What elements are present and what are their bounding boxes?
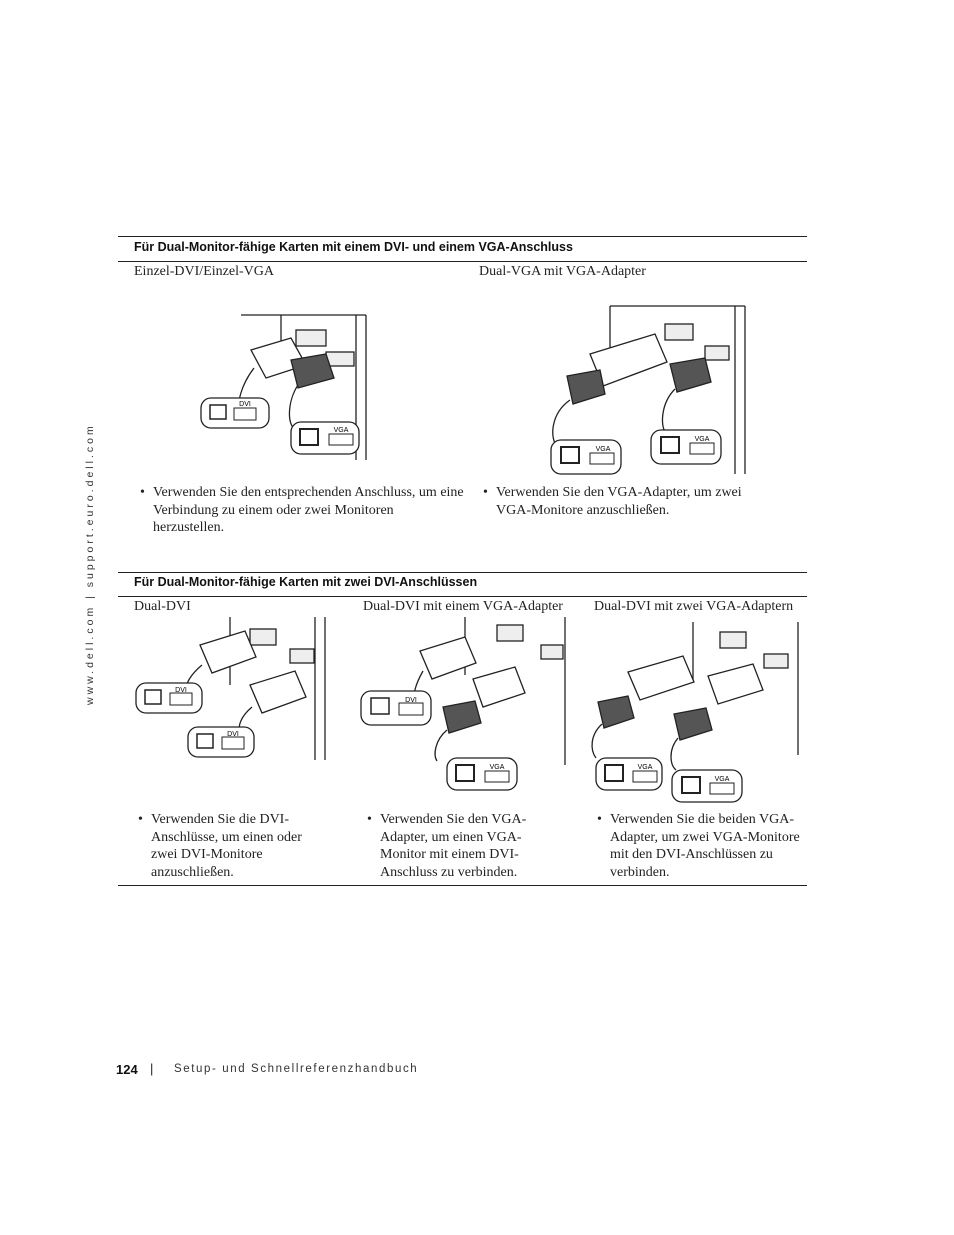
figure-single-dvi-single-vga — [196, 310, 371, 460]
figure-dual-dvi — [130, 615, 335, 765]
vga-monitor-icon — [291, 422, 359, 454]
dvi-monitor-icon — [361, 691, 431, 725]
svg-text:DVI: DVI — [239, 401, 251, 408]
svg-text:DVI: DVI — [175, 687, 187, 694]
section1-top-rule — [118, 236, 807, 237]
section1-col2-label: Dual-VGA mit VGA-Adapter — [479, 264, 646, 279]
section2-col1-label: Dual-DVI — [134, 599, 191, 614]
svg-text:DVI: DVI — [405, 697, 417, 704]
sidebar-url-text: www.dell.com | support.euro.dell.com — [84, 423, 96, 705]
section1-heading-rule — [118, 261, 807, 262]
section2-col3-label: Dual-DVI mit zwei VGA-Adaptern — [594, 599, 794, 614]
svg-text:VGA: VGA — [694, 436, 710, 443]
svg-text:DVI: DVI — [227, 731, 239, 738]
section2-heading: Für Dual-Monitor-fähige Karten mit zwei DVI-Anschlüssen — [134, 575, 478, 589]
section1-heading: Für Dual-Monitor-fähige Karten mit einem DVI- und einem VGA-Anschluss — [134, 240, 573, 254]
vga-monitor-icon — [551, 440, 621, 474]
footer-title: Setup- und Schnellreferenzhandbuch — [174, 1063, 419, 1075]
vga-monitor-icon — [447, 758, 517, 790]
dvi-monitor-icon — [188, 727, 254, 757]
vga-monitor-icon — [672, 770, 742, 802]
section1-col1-bullet: • Verwenden Sie den entsprechenden Anschluss, um eine Verbindung zu einem oder zwei Monitoren herzustellen. — [140, 485, 464, 535]
svg-text:VGA: VGA — [595, 446, 611, 453]
svg-text:VGA: VGA — [489, 764, 505, 771]
section1-col2-bullet: • Verwenden Sie den VGA-Adapter, um zwei VGA-Monitore anzuschließen. — [483, 485, 742, 518]
sidebar-url — [84, 225, 104, 705]
page-number: 124 — [116, 1062, 138, 1077]
svg-text:VGA: VGA — [637, 764, 653, 771]
section2-bottom-rule — [118, 885, 807, 886]
section2-col1-bullet: • Verwenden Sie die DVI-Anschlüsse, um einen oder zwei DVI-Monitore anzuschließen. — [138, 812, 302, 880]
section2-col2-bullet: • Verwenden Sie den VGA-Adapter, um einen VGA-Monitor mit einem DVI-Anschluss zu verbinden. — [367, 812, 527, 880]
figure-dual-vga-adapter — [545, 304, 750, 479]
section2-col2-label: Dual-DVI mit einem VGA-Adapter — [363, 599, 563, 614]
section2-heading-rule — [118, 596, 807, 597]
svg-text:VGA: VGA — [333, 427, 349, 434]
section2-top-rule — [118, 572, 807, 573]
vga-monitor-icon — [651, 430, 721, 464]
svg-text:VGA: VGA — [714, 776, 730, 783]
section1-col1-label: Einzel-DVI/Einzel-VGA — [134, 264, 274, 279]
vga-monitor-icon — [596, 758, 662, 790]
footer-separator: | — [150, 1061, 154, 1076]
figure-dual-dvi-one-vga-adapter — [355, 615, 570, 795]
dvi-monitor-icon — [201, 398, 269, 428]
section2-col3-bullet: • Verwenden Sie die beiden VGA-Adapter, um zwei VGA-Monitore mit den DVI-Anschlüssen zu verbinden. — [597, 812, 800, 880]
dvi-monitor-icon — [136, 683, 202, 713]
figure-dual-dvi-two-vga-adapters — [588, 620, 803, 805]
